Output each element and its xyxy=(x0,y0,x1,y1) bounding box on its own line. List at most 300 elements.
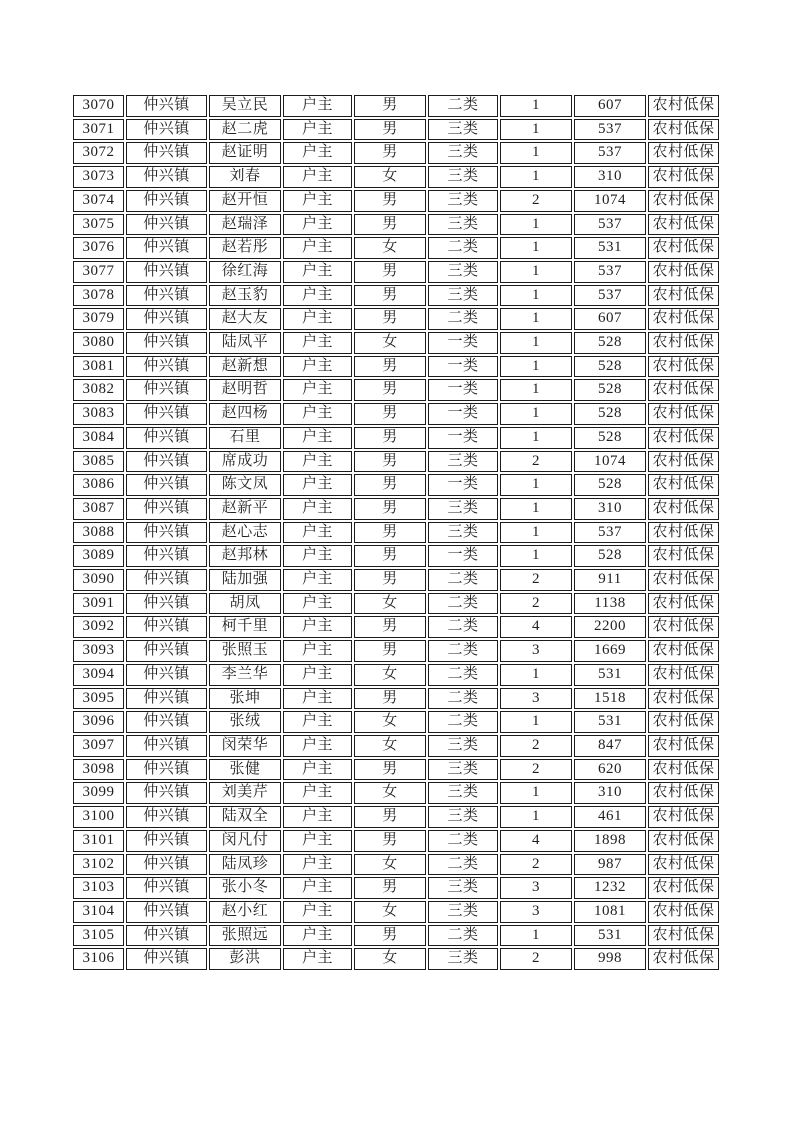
cell-amount: 310 xyxy=(574,498,646,520)
table-row xyxy=(73,403,719,425)
cell-category: 二类 xyxy=(428,95,498,117)
cell-relation: 户主 xyxy=(283,711,352,733)
cell-category: 二类 xyxy=(428,711,498,733)
table-row xyxy=(73,427,719,449)
cell-welfare: 农村低保 xyxy=(648,166,719,188)
cell-category: 三类 xyxy=(428,119,498,141)
table-row xyxy=(73,925,719,947)
cell-amount: 1898 xyxy=(574,830,646,852)
cell-town: 仲兴镇 xyxy=(126,854,207,876)
cell-persons: 2 xyxy=(500,759,572,781)
cell-welfare: 农村低保 xyxy=(648,451,719,473)
cell-relation: 户主 xyxy=(283,593,352,615)
cell-name: 陆加强 xyxy=(209,569,281,591)
cell-relation: 户主 xyxy=(283,308,352,330)
cell-amount: 537 xyxy=(574,285,646,307)
cell-seq: 3091 xyxy=(73,593,124,615)
cell-name: 赵若彤 xyxy=(209,237,281,259)
table-row xyxy=(73,498,719,520)
cell-name: 石里 xyxy=(209,427,281,449)
table-row xyxy=(73,806,719,828)
cell-persons: 1 xyxy=(500,308,572,330)
cell-amount: 531 xyxy=(574,237,646,259)
cell-gender: 女 xyxy=(354,711,426,733)
cell-town: 仲兴镇 xyxy=(126,308,207,330)
cell-name: 李兰华 xyxy=(209,664,281,686)
cell-category: 三类 xyxy=(428,166,498,188)
cell-category: 三类 xyxy=(428,877,498,899)
cell-category: 二类 xyxy=(428,640,498,662)
cell-persons: 1 xyxy=(500,427,572,449)
cell-name: 赵玉豹 xyxy=(209,285,281,307)
cell-name: 赵邦林 xyxy=(209,545,281,567)
cell-persons: 2 xyxy=(500,451,572,473)
cell-persons: 1 xyxy=(500,379,572,401)
cell-amount: 987 xyxy=(574,854,646,876)
cell-seq: 3077 xyxy=(73,261,124,283)
cell-relation: 户主 xyxy=(283,166,352,188)
table-row xyxy=(73,214,719,236)
cell-relation: 户主 xyxy=(283,545,352,567)
cell-town: 仲兴镇 xyxy=(126,877,207,899)
cell-amount: 531 xyxy=(574,664,646,686)
cell-seq: 3084 xyxy=(73,427,124,449)
table-row xyxy=(73,285,719,307)
cell-relation: 户主 xyxy=(283,190,352,212)
cell-gender: 女 xyxy=(354,735,426,757)
cell-seq: 3089 xyxy=(73,545,124,567)
cell-name: 张健 xyxy=(209,759,281,781)
cell-welfare: 农村低保 xyxy=(648,640,719,662)
cell-town: 仲兴镇 xyxy=(126,498,207,520)
cell-welfare: 农村低保 xyxy=(648,308,719,330)
table-row xyxy=(73,522,719,544)
cell-welfare: 农村低保 xyxy=(648,214,719,236)
cell-town: 仲兴镇 xyxy=(126,356,207,378)
cell-relation: 户主 xyxy=(283,664,352,686)
cell-amount: 1074 xyxy=(574,451,646,473)
cell-welfare: 农村低保 xyxy=(648,759,719,781)
cell-relation: 户主 xyxy=(283,735,352,757)
cell-category: 一类 xyxy=(428,356,498,378)
cell-seq: 3105 xyxy=(73,925,124,947)
cell-seq: 3096 xyxy=(73,711,124,733)
cell-relation: 户主 xyxy=(283,474,352,496)
cell-town: 仲兴镇 xyxy=(126,95,207,117)
cell-seq: 3090 xyxy=(73,569,124,591)
cell-category: 二类 xyxy=(428,308,498,330)
cell-welfare: 农村低保 xyxy=(648,782,719,804)
cell-persons: 1 xyxy=(500,522,572,544)
cell-persons: 1 xyxy=(500,925,572,947)
cell-category: 三类 xyxy=(428,782,498,804)
cell-seq: 3082 xyxy=(73,379,124,401)
cell-town: 仲兴镇 xyxy=(126,948,207,970)
cell-seq: 3092 xyxy=(73,616,124,638)
cell-welfare: 农村低保 xyxy=(648,830,719,852)
cell-category: 一类 xyxy=(428,427,498,449)
cell-gender: 男 xyxy=(354,285,426,307)
cell-seq: 3100 xyxy=(73,806,124,828)
cell-town: 仲兴镇 xyxy=(126,214,207,236)
cell-welfare: 农村低保 xyxy=(648,356,719,378)
cell-gender: 男 xyxy=(354,119,426,141)
cell-gender: 男 xyxy=(354,522,426,544)
cell-gender: 男 xyxy=(354,759,426,781)
cell-welfare: 农村低保 xyxy=(648,735,719,757)
cell-gender: 男 xyxy=(354,142,426,164)
cell-category: 三类 xyxy=(428,498,498,520)
cell-welfare: 农村低保 xyxy=(648,95,719,117)
cell-seq: 3095 xyxy=(73,688,124,710)
cell-amount: 537 xyxy=(574,522,646,544)
cell-welfare: 农村低保 xyxy=(648,190,719,212)
cell-seq: 3094 xyxy=(73,664,124,686)
cell-category: 三类 xyxy=(428,759,498,781)
cell-welfare: 农村低保 xyxy=(648,545,719,567)
table-body xyxy=(73,95,719,970)
cell-relation: 户主 xyxy=(283,142,352,164)
cell-category: 一类 xyxy=(428,474,498,496)
cell-persons: 1 xyxy=(500,498,572,520)
table-row xyxy=(73,711,719,733)
cell-gender: 男 xyxy=(354,806,426,828)
cell-seq: 3083 xyxy=(73,403,124,425)
cell-welfare: 农村低保 xyxy=(648,593,719,615)
cell-gender: 男 xyxy=(354,925,426,947)
cell-amount: 607 xyxy=(574,308,646,330)
cell-gender: 女 xyxy=(354,593,426,615)
cell-name: 赵小红 xyxy=(209,901,281,923)
cell-persons: 1 xyxy=(500,782,572,804)
cell-persons: 2 xyxy=(500,948,572,970)
cell-town: 仲兴镇 xyxy=(126,474,207,496)
cell-name: 赵新想 xyxy=(209,356,281,378)
cell-seq: 3101 xyxy=(73,830,124,852)
cell-welfare: 农村低保 xyxy=(648,688,719,710)
cell-persons: 2 xyxy=(500,190,572,212)
cell-category: 二类 xyxy=(428,593,498,615)
cell-amount: 1081 xyxy=(574,901,646,923)
cell-persons: 1 xyxy=(500,664,572,686)
table-row xyxy=(73,569,719,591)
cell-category: 三类 xyxy=(428,735,498,757)
cell-seq: 3071 xyxy=(73,119,124,141)
cell-name: 张小冬 xyxy=(209,877,281,899)
cell-seq: 3097 xyxy=(73,735,124,757)
cell-town: 仲兴镇 xyxy=(126,451,207,473)
table-row xyxy=(73,782,719,804)
cell-relation: 户主 xyxy=(283,782,352,804)
cell-amount: 1518 xyxy=(574,688,646,710)
cell-amount: 528 xyxy=(574,379,646,401)
cell-gender: 男 xyxy=(354,688,426,710)
cell-persons: 1 xyxy=(500,332,572,354)
cell-category: 二类 xyxy=(428,925,498,947)
cell-category: 一类 xyxy=(428,379,498,401)
cell-town: 仲兴镇 xyxy=(126,735,207,757)
cell-persons: 2 xyxy=(500,735,572,757)
table-row xyxy=(73,948,719,970)
cell-town: 仲兴镇 xyxy=(126,166,207,188)
cell-category: 三类 xyxy=(428,261,498,283)
cell-name: 席成功 xyxy=(209,451,281,473)
cell-name: 赵心志 xyxy=(209,522,281,544)
cell-gender: 男 xyxy=(354,498,426,520)
cell-amount: 998 xyxy=(574,948,646,970)
cell-name: 陆凤珍 xyxy=(209,854,281,876)
cell-amount: 1138 xyxy=(574,593,646,615)
cell-category: 一类 xyxy=(428,332,498,354)
cell-welfare: 农村低保 xyxy=(648,948,719,970)
cell-gender: 男 xyxy=(354,427,426,449)
cell-relation: 户主 xyxy=(283,237,352,259)
cell-welfare: 农村低保 xyxy=(648,142,719,164)
cell-amount: 537 xyxy=(574,214,646,236)
cell-relation: 户主 xyxy=(283,759,352,781)
cell-town: 仲兴镇 xyxy=(126,593,207,615)
cell-persons: 3 xyxy=(500,688,572,710)
table-row xyxy=(73,332,719,354)
cell-amount: 528 xyxy=(574,545,646,567)
table-row xyxy=(73,545,719,567)
table-row xyxy=(73,735,719,757)
table-row xyxy=(73,95,719,117)
cell-gender: 男 xyxy=(354,190,426,212)
cell-welfare: 农村低保 xyxy=(648,403,719,425)
cell-welfare: 农村低保 xyxy=(648,379,719,401)
cell-amount: 1074 xyxy=(574,190,646,212)
cell-persons: 1 xyxy=(500,806,572,828)
cell-town: 仲兴镇 xyxy=(126,427,207,449)
cell-seq: 3099 xyxy=(73,782,124,804)
cell-relation: 户主 xyxy=(283,403,352,425)
cell-persons: 1 xyxy=(500,95,572,117)
cell-persons: 3 xyxy=(500,901,572,923)
cell-town: 仲兴镇 xyxy=(126,545,207,567)
table-row xyxy=(73,664,719,686)
cell-relation: 户主 xyxy=(283,925,352,947)
cell-persons: 3 xyxy=(500,640,572,662)
cell-seq: 3103 xyxy=(73,877,124,899)
cell-persons: 1 xyxy=(500,237,572,259)
cell-town: 仲兴镇 xyxy=(126,901,207,923)
table-row xyxy=(73,379,719,401)
cell-gender: 女 xyxy=(354,664,426,686)
cell-name: 柯千里 xyxy=(209,616,281,638)
cell-name: 刘美芹 xyxy=(209,782,281,804)
cell-welfare: 农村低保 xyxy=(648,616,719,638)
table-row xyxy=(73,451,719,473)
table-row xyxy=(73,261,719,283)
cell-relation: 户主 xyxy=(283,640,352,662)
cell-town: 仲兴镇 xyxy=(126,142,207,164)
cell-town: 仲兴镇 xyxy=(126,688,207,710)
cell-persons: 1 xyxy=(500,474,572,496)
cell-category: 三类 xyxy=(428,451,498,473)
cell-town: 仲兴镇 xyxy=(126,379,207,401)
cell-name: 赵证明 xyxy=(209,142,281,164)
cell-relation: 户主 xyxy=(283,616,352,638)
cell-amount: 537 xyxy=(574,261,646,283)
cell-amount: 1669 xyxy=(574,640,646,662)
cell-relation: 户主 xyxy=(283,261,352,283)
cell-town: 仲兴镇 xyxy=(126,237,207,259)
cell-amount: 1232 xyxy=(574,877,646,899)
cell-relation: 户主 xyxy=(283,901,352,923)
cell-name: 吴立民 xyxy=(209,95,281,117)
cell-amount: 537 xyxy=(574,142,646,164)
cell-seq: 3085 xyxy=(73,451,124,473)
table-row xyxy=(73,474,719,496)
cell-welfare: 农村低保 xyxy=(648,119,719,141)
cell-town: 仲兴镇 xyxy=(126,261,207,283)
cell-relation: 户主 xyxy=(283,332,352,354)
cell-name: 张绒 xyxy=(209,711,281,733)
cell-gender: 女 xyxy=(354,332,426,354)
cell-category: 三类 xyxy=(428,948,498,970)
cell-town: 仲兴镇 xyxy=(126,332,207,354)
cell-name: 赵四杨 xyxy=(209,403,281,425)
table-row xyxy=(73,308,719,330)
cell-category: 三类 xyxy=(428,142,498,164)
cell-gender: 女 xyxy=(354,782,426,804)
cell-amount: 531 xyxy=(574,711,646,733)
cell-seq: 3076 xyxy=(73,237,124,259)
cell-town: 仲兴镇 xyxy=(126,806,207,828)
cell-persons: 1 xyxy=(500,166,572,188)
cell-seq: 3086 xyxy=(73,474,124,496)
cell-category: 三类 xyxy=(428,522,498,544)
cell-amount: 847 xyxy=(574,735,646,757)
cell-amount: 911 xyxy=(574,569,646,591)
cell-name: 刘春 xyxy=(209,166,281,188)
cell-persons: 1 xyxy=(500,285,572,307)
cell-town: 仲兴镇 xyxy=(126,664,207,686)
cell-category: 一类 xyxy=(428,403,498,425)
cell-relation: 户主 xyxy=(283,854,352,876)
cell-relation: 户主 xyxy=(283,830,352,852)
cell-town: 仲兴镇 xyxy=(126,190,207,212)
cell-amount: 310 xyxy=(574,166,646,188)
cell-name: 陆凤平 xyxy=(209,332,281,354)
cell-gender: 男 xyxy=(354,451,426,473)
cell-amount: 537 xyxy=(574,119,646,141)
cell-name: 闵荣华 xyxy=(209,735,281,757)
cell-gender: 男 xyxy=(354,356,426,378)
cell-relation: 户主 xyxy=(283,522,352,544)
table-row xyxy=(73,640,719,662)
cell-gender: 男 xyxy=(354,569,426,591)
cell-seq: 3079 xyxy=(73,308,124,330)
cell-seq: 3075 xyxy=(73,214,124,236)
cell-welfare: 农村低保 xyxy=(648,427,719,449)
cell-name: 赵大友 xyxy=(209,308,281,330)
cell-amount: 620 xyxy=(574,759,646,781)
cell-welfare: 农村低保 xyxy=(648,332,719,354)
cell-name: 赵明哲 xyxy=(209,379,281,401)
cell-persons: 1 xyxy=(500,119,572,141)
cell-persons: 1 xyxy=(500,142,572,164)
cell-persons: 1 xyxy=(500,356,572,378)
cell-seq: 3081 xyxy=(73,356,124,378)
cell-category: 二类 xyxy=(428,237,498,259)
cell-category: 三类 xyxy=(428,190,498,212)
cell-town: 仲兴镇 xyxy=(126,403,207,425)
cell-category: 二类 xyxy=(428,664,498,686)
cell-town: 仲兴镇 xyxy=(126,119,207,141)
cell-relation: 户主 xyxy=(283,498,352,520)
cell-amount: 310 xyxy=(574,782,646,804)
cell-persons: 3 xyxy=(500,877,572,899)
cell-seq: 3072 xyxy=(73,142,124,164)
cell-amount: 531 xyxy=(574,925,646,947)
cell-seq: 3102 xyxy=(73,854,124,876)
cell-gender: 女 xyxy=(354,854,426,876)
cell-persons: 4 xyxy=(500,616,572,638)
cell-relation: 户主 xyxy=(283,427,352,449)
cell-town: 仲兴镇 xyxy=(126,569,207,591)
cell-gender: 男 xyxy=(354,95,426,117)
cell-relation: 户主 xyxy=(283,688,352,710)
welfare-table xyxy=(71,93,721,972)
table-row xyxy=(73,190,719,212)
cell-name: 彭洪 xyxy=(209,948,281,970)
cell-amount: 528 xyxy=(574,356,646,378)
cell-welfare: 农村低保 xyxy=(648,474,719,496)
cell-amount: 528 xyxy=(574,332,646,354)
cell-name: 胡凤 xyxy=(209,593,281,615)
cell-gender: 男 xyxy=(354,214,426,236)
cell-town: 仲兴镇 xyxy=(126,522,207,544)
cell-gender: 男 xyxy=(354,616,426,638)
cell-category: 二类 xyxy=(428,688,498,710)
table-row xyxy=(73,166,719,188)
cell-seq: 3104 xyxy=(73,901,124,923)
cell-persons: 1 xyxy=(500,711,572,733)
cell-welfare: 农村低保 xyxy=(648,237,719,259)
cell-name: 闵凡付 xyxy=(209,830,281,852)
cell-category: 二类 xyxy=(428,616,498,638)
cell-welfare: 农村低保 xyxy=(648,664,719,686)
cell-gender: 男 xyxy=(354,877,426,899)
cell-amount: 528 xyxy=(574,427,646,449)
cell-gender: 男 xyxy=(354,261,426,283)
cell-welfare: 农村低保 xyxy=(648,285,719,307)
cell-name: 赵新平 xyxy=(209,498,281,520)
cell-gender: 男 xyxy=(354,474,426,496)
cell-seq: 3106 xyxy=(73,948,124,970)
cell-name: 张照远 xyxy=(209,925,281,947)
cell-gender: 女 xyxy=(354,948,426,970)
cell-seq: 3073 xyxy=(73,166,124,188)
cell-gender: 女 xyxy=(354,901,426,923)
cell-town: 仲兴镇 xyxy=(126,711,207,733)
cell-town: 仲兴镇 xyxy=(126,830,207,852)
cell-seq: 3070 xyxy=(73,95,124,117)
cell-seq: 3087 xyxy=(73,498,124,520)
cell-town: 仲兴镇 xyxy=(126,285,207,307)
cell-welfare: 农村低保 xyxy=(648,854,719,876)
table-row xyxy=(73,237,719,259)
cell-persons: 1 xyxy=(500,545,572,567)
cell-town: 仲兴镇 xyxy=(126,782,207,804)
cell-town: 仲兴镇 xyxy=(126,759,207,781)
cell-town: 仲兴镇 xyxy=(126,616,207,638)
table-row xyxy=(73,593,719,615)
cell-amount: 528 xyxy=(574,474,646,496)
cell-gender: 男 xyxy=(354,640,426,662)
